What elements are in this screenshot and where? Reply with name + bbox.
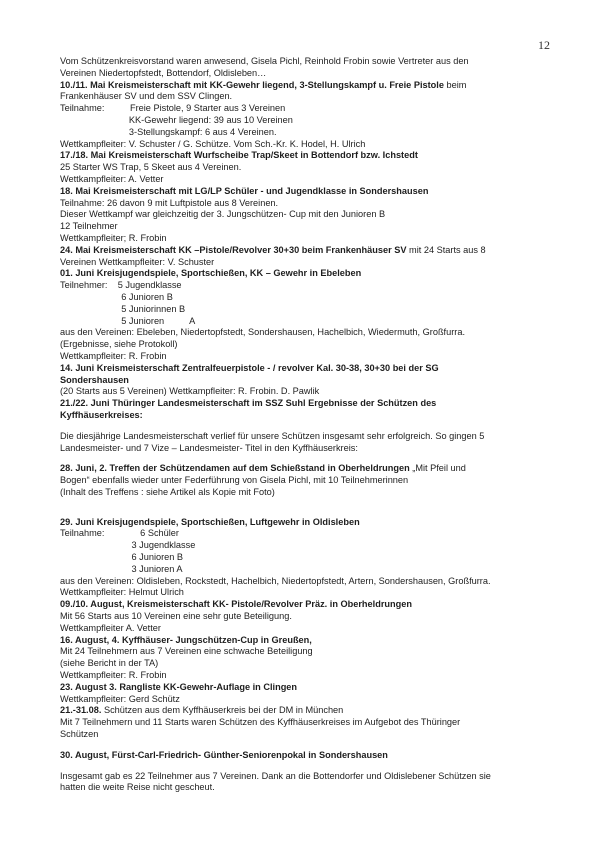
text-line [60,705,590,717]
bold-heading-line: Kyffhäuserkreises: [60,409,143,420]
text-line: Wettkampfleiter: R. Frobin [60,350,167,361]
text-line: 5 Juniorinnen B [60,303,186,314]
text-line: KK-Gewehr liegend: 39 aus 10 Vereinen [60,114,293,125]
bold-heading-line: Sondershausen [60,374,129,385]
paragraph-gap [60,762,590,771]
text-line: Bogen“ ebenfalls wieder unter Federführung von Gisela Pichl, mit 10 Teilnehmerinnen [60,475,409,486]
bold-heading-line: 23. August 3. Rangliste KK-Gewehr-Auflage in Clingen [60,681,298,692]
bold-heading-line: 29. Juni Kreisjugendspiele, Sportschießen, Luftgewehr in Oldisleben [60,516,360,527]
paragraph-gap [60,422,590,431]
text-segment: Schützen aus dem Kyffhäuserkreis bei der DM in München [101,705,344,716]
text-line: Mit 24 Teilnehmern aus 7 Vereinen eine schwache Beteiligung [60,646,313,657]
text-line: (siehe Bericht in der TA) [60,658,159,669]
text-line: (Inhalt des Treffens : siehe Artikel als Kopie mit Foto) [60,486,275,497]
text-line: Mit 56 Starts aus 10 Vereinen eine sehr gute Beteiligung. [60,611,292,622]
text-line: 25 Starter WS Trap, 5 Skeet aus 4 Vereinen. [60,162,242,173]
bold-heading-line: 16. August, 4. Kyffhäuser- Jungschützen-Cup in Greußen, [60,634,312,645]
text-line: 3 Junioren A [60,563,183,574]
bold-heading-line: 01. Juni Kreisjugendspiele, Sportschießen, KK – Gewehr in Ebeleben [60,268,362,279]
text-line: Vom Schützenkreisvorstand waren anwesend, Gisela Pichl, Reinhold Frobin sowie Vertreter aus den [60,56,469,66]
text-line: aus den Vereinen: Ebeleben, Niedertopfstedt, Sondershausen, Hachelbich, Wiedermuth, Großfurra. [60,327,465,338]
paragraph-gap [60,508,590,517]
text-line: Wettkampfleiter; R. Frobin [60,232,167,243]
text-line: Wettkampfleiter: A. Vetter [60,173,164,184]
text-line: Dieser Wettkampf war gleichzeitig der 3. Jungschützen- Cup mit den Junioren B [60,209,386,220]
text-line: Vereinen Wettkampfleiter: V. Schuster [60,256,215,267]
text-line: Landesmeister- und 7 Vize – Landesmeister- Titel in den Kyffhäuserkreis: [60,442,358,453]
paragraph-gap [60,741,590,750]
text-line [60,245,590,257]
text-line: Teilnehmer: 5 Jugendklasse [60,280,182,291]
bold-heading-segment: 28. Juni, 2. Treffen der Schützendamen auf dem Schießstand in Oberheldrungen [60,463,410,474]
text-line: Wettkampfleiter: Helmut Ulrich [60,587,184,598]
text-line: Teilnahme: 26 davon 9 mit Luftpistole aus 8 Vereinen. [60,197,279,208]
text-line: Schützen [60,729,99,740]
text-segment: mit 24 Starts aus 8 [406,244,486,255]
text-segment: beim [443,79,467,90]
text-line: 6 Junioren B [60,552,184,563]
text-line: hatten die weite Reise nicht gescheut. [60,782,215,793]
text-line: Teilnahme: Freie Pistole, 9 Starter aus 3 Vereinen [60,103,286,114]
text-line: 3-Stellungskampf: 6 aus 4 Vereinen. [60,126,277,137]
bold-heading-line: 17./18. Mai Kreismeisterschaft Wurfscheibe Trap/Skeet in Bottendorf bzw. Ichstedt [60,150,418,161]
text-line: Frankenhäuser SV und dem SSV Clingen. [60,91,233,102]
text-line: Teilnahme: 6 Schüler [60,528,179,539]
paragraph-gap [60,499,590,508]
text-line: Wettkampfleiter: Gerd Schütz [60,693,180,704]
text-line: 12 Teilnehmer [60,221,118,232]
document-body [60,56,590,794]
text-line: 3 Jugendklasse [60,540,196,551]
bold-heading-line: 18. Mai Kreismeisterschaft mit LG/LP Schüler - und Jugendklasse in Sondershausen [60,185,429,196]
bold-heading-line: 14. Juni Kreismeisterschaft Zentralfeuerpistole - / revolver Kal. 30-38, 30+30 bei der SG [60,362,439,373]
text-line: 5 Junioren A [60,315,196,326]
text-line: (Ergebnisse, siehe Protokoll) [60,339,178,350]
text-line [60,80,590,92]
text-segment: „Mit Pfeil und [409,463,466,474]
page-number: 12 [538,38,550,52]
text-line: Insgesamt gab es 22 Teilnehmer aus 7 Vereinen. Dank an die Bottendorfer und Oldislebener Schützen sie [60,770,491,781]
text-line: Wettkampfleiter A. Vetter [60,622,161,633]
paragraph-gap [60,454,590,463]
bold-heading-line: 09./10. August, Kreismeisterschaft KK- Pistole/Revolver Präz. in Oberheldrungen [60,599,412,610]
text-line: Wettkampfleiter: R. Frobin [60,670,167,681]
text-line: (20 Starts aus 5 Vereinen) Wettkampfleiter: R. Frobin. D. Pawlik [60,386,320,397]
text-line: Vereinen Niedertopfstedt, Bottendorf, Oldisleben… [60,67,267,78]
bold-heading-line: 30. August, Fürst-Carl-Friedrich- Günther-Seniorenpokal in Sondershausen [60,749,388,760]
text-line [60,463,590,475]
text-line: Mit 7 Teilnehmern und 11 Starts waren Schützen des Kyffhäuserkreises im Aufgebot des Thüringer [60,717,461,728]
text-line: 6 Junioren B [60,291,173,302]
bold-heading-segment: 10./11. Mai Kreismeisterschaft mit KK-Gewehr liegend, 3-Stellungskampf u. Freie Pistole [60,79,444,90]
text-line: Die diesjährige Landesmeisterschaft verlief für unsere Schützen insgesamt sehr erfolgreich. So gingen 5 [60,430,485,441]
bold-heading-segment: 21.-31.08. [60,705,102,716]
bold-heading-line: 21./22. Juni Thüringer Landesmeisterschaft im SSZ Suhl Ergebnisse der Schützen des [60,398,437,409]
text-line: aus den Vereinen: Oldisleben, Rockstedt, Hachelbich, Niedertopfstedt, Artern, Sondershausen, Großfurra. [60,575,491,586]
text-line: Wettkampfleiter: V. Schuster / G. Schütze. Vom Sch.-Kr. K. Hodel, H. Ulrich [60,138,366,149]
bold-heading-segment: 24. Mai Kreismeisterschaft KK –Pistole/Revolver 30+30 beim Frankenhäuser SV [60,244,407,255]
